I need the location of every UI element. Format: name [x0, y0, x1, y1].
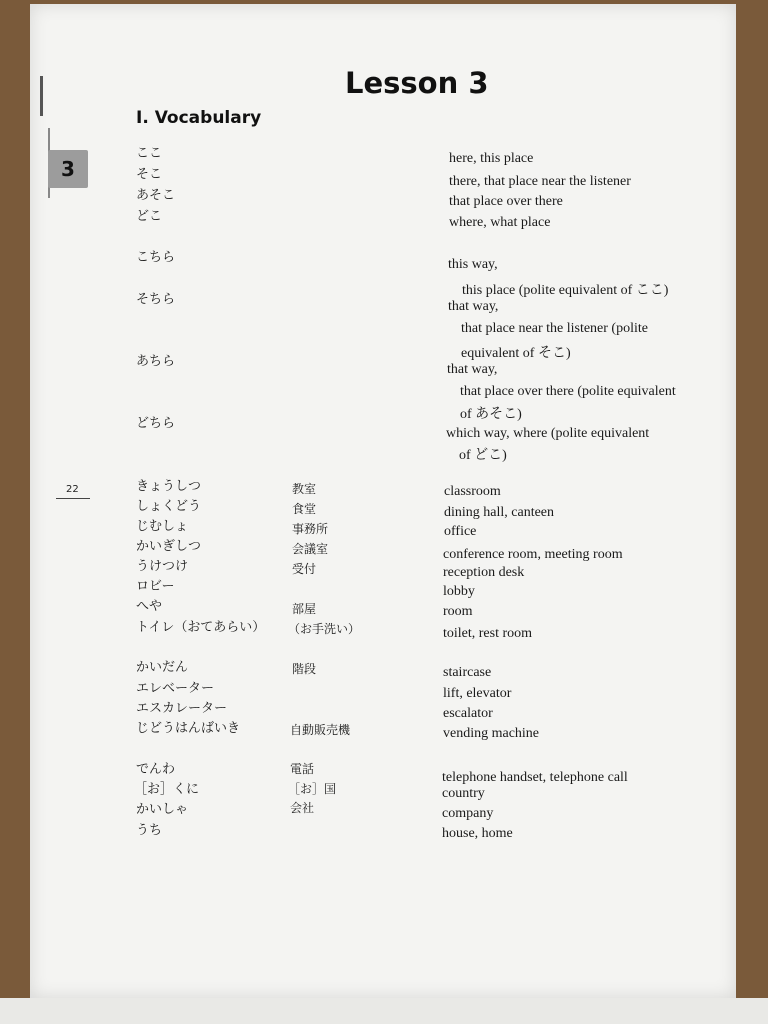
vocab-kanji: 事務所	[292, 522, 329, 536]
vocab-kana: かいしゃ	[136, 802, 189, 817]
vocab-kana: しょくどう	[136, 499, 202, 514]
vocab-kana: エスカレーター	[136, 701, 228, 716]
vocab-meaning: here, this place	[449, 151, 534, 166]
vocab-meaning: escalator	[443, 706, 493, 721]
vocab-meaning: of あそこ)	[460, 407, 522, 422]
page-number-rule	[56, 498, 90, 499]
vocab-meaning: reception desk	[443, 565, 525, 580]
vocab-kana: うけつけ	[136, 559, 189, 574]
vocab-meaning: there, that place near the listener	[449, 174, 631, 189]
vocab-meaning: telephone handset, telephone call	[442, 770, 628, 785]
vocab-kana: かいぎしつ	[136, 539, 202, 554]
lesson-title: Lesson 3	[345, 66, 489, 100]
margin-rule	[40, 76, 43, 116]
vocab-meaning: lobby	[443, 584, 475, 599]
vocab-kana: どこ	[136, 209, 163, 224]
vocab-kana: きょうしつ	[136, 479, 202, 494]
vocab-meaning: dining hall, canteen	[444, 505, 555, 520]
vocab-kanji: 会社	[290, 801, 315, 815]
vocab-meaning: equivalent of そこ)	[461, 346, 571, 361]
vocab-kana: そこ	[136, 167, 163, 182]
vocab-kana: でんわ	[136, 762, 176, 777]
vocab-kanji: （お手洗い）	[288, 622, 361, 636]
vocab-meaning: that place over there	[449, 194, 563, 209]
vocab-meaning: toilet, rest room	[443, 626, 533, 641]
vocab-meaning: that place near the listener (polite	[461, 321, 648, 336]
vocab-meaning: room	[443, 604, 473, 619]
vocab-meaning: which way, where (polite equivalent	[446, 426, 650, 441]
vocab-meaning: that way,	[448, 299, 499, 314]
vocab-meaning: that way,	[447, 362, 498, 377]
vocab-meaning: staircase	[443, 665, 492, 680]
vocab-meaning: vending machine	[443, 726, 540, 741]
page-number: 22	[66, 484, 79, 495]
vocab-meaning: classroom	[444, 484, 501, 499]
vocab-meaning: conference room, meeting room	[443, 547, 623, 562]
section-title: I. Vocabulary	[136, 108, 262, 128]
vocab-kana: ここ	[136, 146, 163, 161]
vocab-kana: じむしょ	[136, 519, 189, 534]
vocab-kana: トイレ（おてあらい）	[136, 620, 266, 635]
vocab-kanji: 会議室	[292, 542, 329, 556]
vocab-kana: どちら	[136, 416, 176, 431]
vocab-meaning: this way,	[448, 257, 498, 272]
vocab-kana: そちら	[136, 292, 176, 307]
vocab-meaning: office	[444, 524, 477, 539]
vocab-meaning: house, home	[442, 826, 513, 841]
vocab-meaning: this place (polite equivalent of ここ)	[462, 283, 669, 298]
vocab-kanji: 食堂	[292, 502, 317, 516]
vocab-meaning: lift, elevator	[443, 686, 512, 701]
vocab-kana: ［お］くに	[134, 782, 200, 797]
vocab-kanji: 教室	[292, 482, 317, 496]
vocab-kana: あちら	[136, 354, 176, 369]
vocab-kana: かいだん	[136, 660, 189, 675]
vocab-meaning: where, what place	[449, 215, 551, 230]
vocab-kanji: 階段	[292, 662, 317, 676]
vocab-kanji: ［お］国	[288, 782, 337, 796]
vocab-kana: あそこ	[136, 188, 176, 203]
vocab-kanji: 自動販売機	[290, 723, 351, 737]
vocab-meaning: that place over there (polite equivalent	[460, 384, 676, 399]
vocab-kana: こちら	[136, 250, 176, 265]
chapter-tab: 3	[48, 150, 88, 188]
vocab-meaning: country	[442, 786, 485, 801]
vocab-kanji: 電話	[290, 762, 315, 776]
vocab-kana: へや	[136, 599, 163, 614]
vocab-kana: エレベーター	[136, 681, 215, 696]
vocab-kana: ロビー	[136, 579, 175, 594]
vocab-meaning: of どこ)	[459, 448, 507, 463]
page-bottom-edge	[0, 998, 768, 1024]
vocab-kanji: 受付	[292, 562, 317, 576]
vocab-kana: じどうはんばいき	[136, 721, 241, 736]
vocab-kanji: 部屋	[292, 602, 317, 616]
vocab-kana: うち	[136, 823, 163, 838]
vocab-meaning: company	[442, 806, 494, 821]
